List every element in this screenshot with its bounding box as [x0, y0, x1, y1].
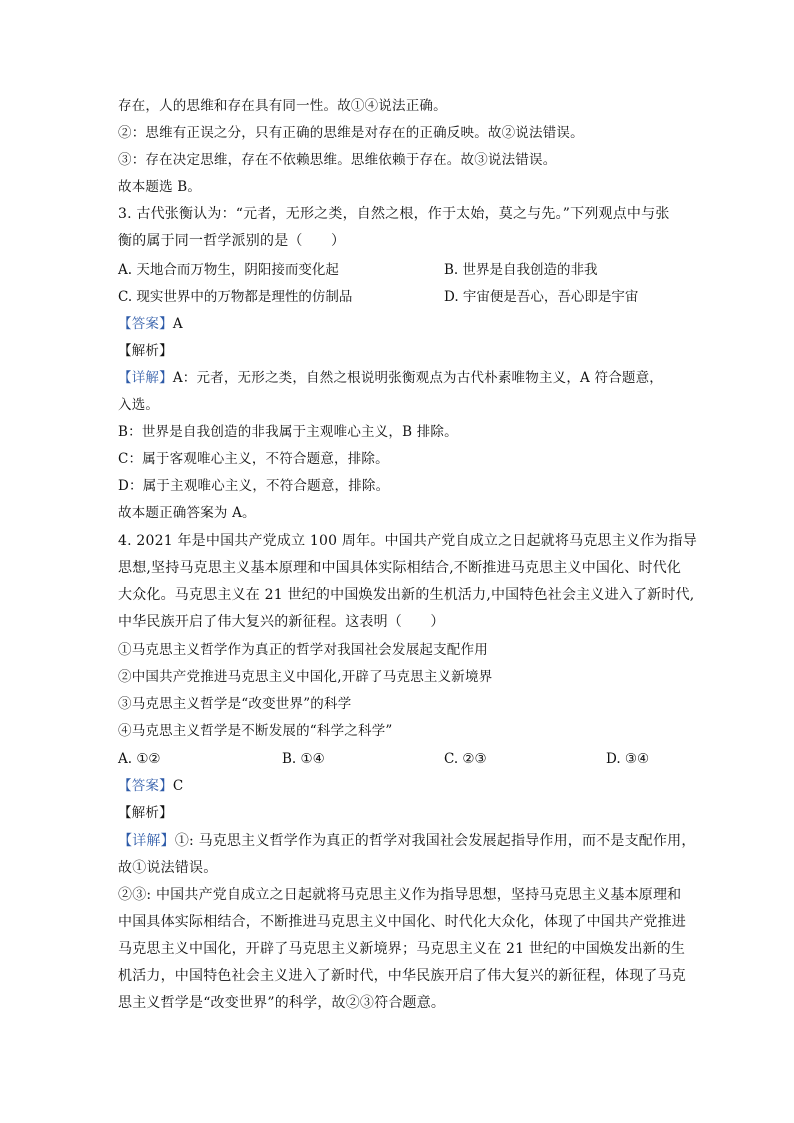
analysis-tag: 【解析】	[118, 343, 173, 359]
text-line: 故本题选 B。	[118, 179, 202, 195]
text-line: 存在，人的思维和存在具有同一性。故①④说法正确。	[118, 98, 447, 114]
q4-option-c: C. ②③	[444, 751, 487, 767]
text-line: ②③: 中国共产党自成立之日起就将马克思主义作为指导思想，坚持马克思主义基本原理和	[118, 887, 682, 903]
answer-value: A	[172, 316, 183, 332]
question-3-stem-cont: 衡的属于同一哲学派别的是（ ）	[118, 233, 346, 249]
q3-option-b: B. 世界是自我创造的非我	[444, 262, 598, 278]
text-line: D：属于主观唯心主义，不符合题意，排除。	[118, 478, 390, 494]
question-3-stem: 3. 古代张衡认为：“元者，无形之类，自然之根，作于太始，莫之与先。”下列观点中与张	[118, 206, 670, 222]
q4-statement-2: ②中国共产党推进马克思主义中国化,开辟了马克思主义新境界	[118, 669, 493, 685]
answer-tag: 【答案】	[118, 778, 173, 794]
question-4-stem-cont: 大众化。马克思主义在 21 世纪的中国焕发出新的生机活力,中国特色社会主义进入了新时代,	[118, 587, 695, 603]
q3-option-c: C. 现实世界中的万物都是理性的仿制品	[118, 289, 353, 305]
text-line: 故本题正确答案为 A。	[118, 505, 256, 521]
detail-line	[118, 368, 663, 388]
q4-statement-3: ③马克思主义哲学是“改变世界”的科学	[118, 696, 352, 712]
detail-text: A：元者，无形之类，自然之根说明张衡观点为古代朴素唯物主义，A 符合题意，	[172, 370, 664, 386]
detail-text: ①: 马克思主义哲学作为真正的哲学对我国社会发展起指导作用，而不是支配作用，	[174, 833, 696, 849]
text-line: 故①说法错误。	[118, 860, 218, 876]
answer-line	[118, 776, 183, 796]
answer-tag: 【答案】	[118, 316, 173, 332]
text-line: 入选。	[118, 397, 160, 413]
text-line: ②：思维有正误之分，只有正确的思维是对存在的正确反映。故②说法错误。	[118, 125, 584, 141]
question-4-stem: 4. 2021 年是中国共产党成立 100 周年。中国共产党自成立之日起就将马克思主义作为指导	[118, 533, 697, 549]
detail-tag: 【详解】	[118, 833, 175, 849]
text-line: 机活力，中国特色社会主义进入了新时代，中华民族开启了伟大复兴的新征程，体现了马克	[118, 968, 686, 984]
detail-tag: 【详解】	[118, 370, 173, 386]
q4-option-b: B. ①④	[282, 751, 325, 767]
answer-value: C	[172, 778, 184, 794]
q3-option-a: A. 天地合而万物生，阴阳接而变化起	[118, 262, 339, 278]
q4-option-a: A. ①②	[118, 751, 161, 767]
answer-line	[118, 314, 183, 334]
text-line: 思主义哲学是“改变世界”的科学，故②③符合题意。	[118, 995, 446, 1011]
analysis-tag: 【解析】	[118, 805, 173, 821]
q4-statement-4: ④马克思主义哲学是不断发展的“科学之科学”	[118, 723, 393, 739]
text-line: 马克思主义中国化，开辟了马克思主义新境界；马克思主义在 21 世纪的中国焕发出新的生	[118, 941, 686, 957]
question-4-stem-cont: 思想,坚持马克思主义基本原理和中国具体实际相结合,不断推进马克思主义中国化、时代化	[118, 560, 682, 576]
detail-line	[118, 831, 696, 851]
text-line: ③：存在决定思维，存在不依赖思维。思维依赖于存在。故③说法错误。	[118, 152, 557, 168]
text-line: B：世界是自我创造的非我属于主观唯心主义，B 排除。	[118, 424, 458, 440]
question-4-stem-cont: 中华民族开启了伟大复兴的新征程。这表明（ ）	[118, 614, 445, 630]
q3-option-d: D. 宇宙便是吾心，吾心即是宇宙	[444, 289, 639, 305]
q4-statement-1: ①马克思主义哲学作为真正的哲学对我国社会发展起支配作用	[118, 642, 488, 658]
text-line: 中国具体实际相结合，不断推进马克思主义中国化、时代化大众化，体现了中国共产党推进	[118, 914, 686, 930]
text-line: C：属于客观唯心主义，不符合题意，排除。	[118, 451, 389, 467]
q4-option-d: D. ③④	[606, 751, 650, 767]
